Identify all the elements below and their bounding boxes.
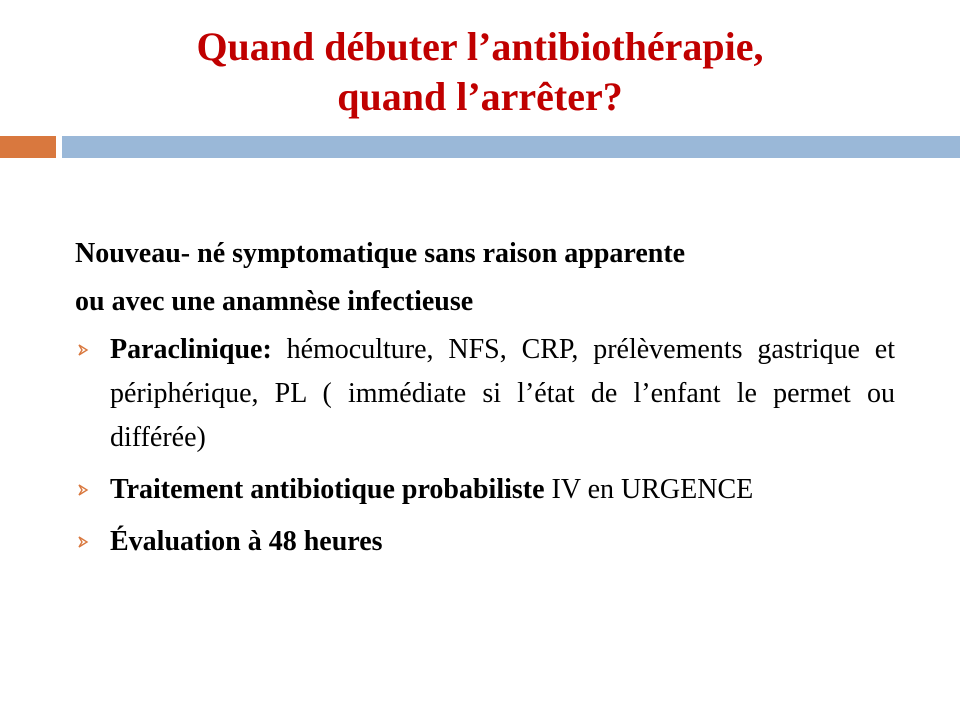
title-accent-bar-orange	[0, 136, 56, 158]
title-accent-bar-blue	[62, 136, 960, 158]
bullet-bold-text: Paraclinique:	[110, 334, 272, 365]
bullet-text: IV en URGENCE	[544, 474, 754, 505]
bullet-item-evaluation	[75, 520, 895, 564]
chevron-right-icon	[77, 536, 89, 548]
intro-text	[75, 230, 895, 326]
bullet-bold-text: Évaluation à 48 heures	[110, 526, 383, 557]
slide-title-line-2: quand l’arrêter?	[337, 74, 623, 119]
bullet-item-traitement	[75, 468, 895, 512]
slide-title	[0, 22, 960, 122]
intro-line-1: Nouveau- né symptomatique sans raison apparente	[75, 238, 686, 269]
bullet-bold-text: Traitement antibiotique probabiliste	[110, 474, 545, 505]
chevron-right-icon	[77, 484, 89, 496]
intro-line-2: ou avec une anamnèse infectieuse	[75, 286, 474, 317]
bullet-list	[75, 328, 895, 564]
bullet-text: hémoculture, NFS, CRP, prélèvements gastrique et périphérique, PL ( immédiate si l’état de l’enfant le permet ou différée)	[110, 334, 895, 453]
chevron-right-icon	[77, 344, 89, 356]
bullet-item-paraclinique	[75, 328, 895, 460]
slide-title-line-1: Quand débuter l’antibiothérapie,	[196, 24, 764, 69]
slide-body	[75, 230, 895, 564]
